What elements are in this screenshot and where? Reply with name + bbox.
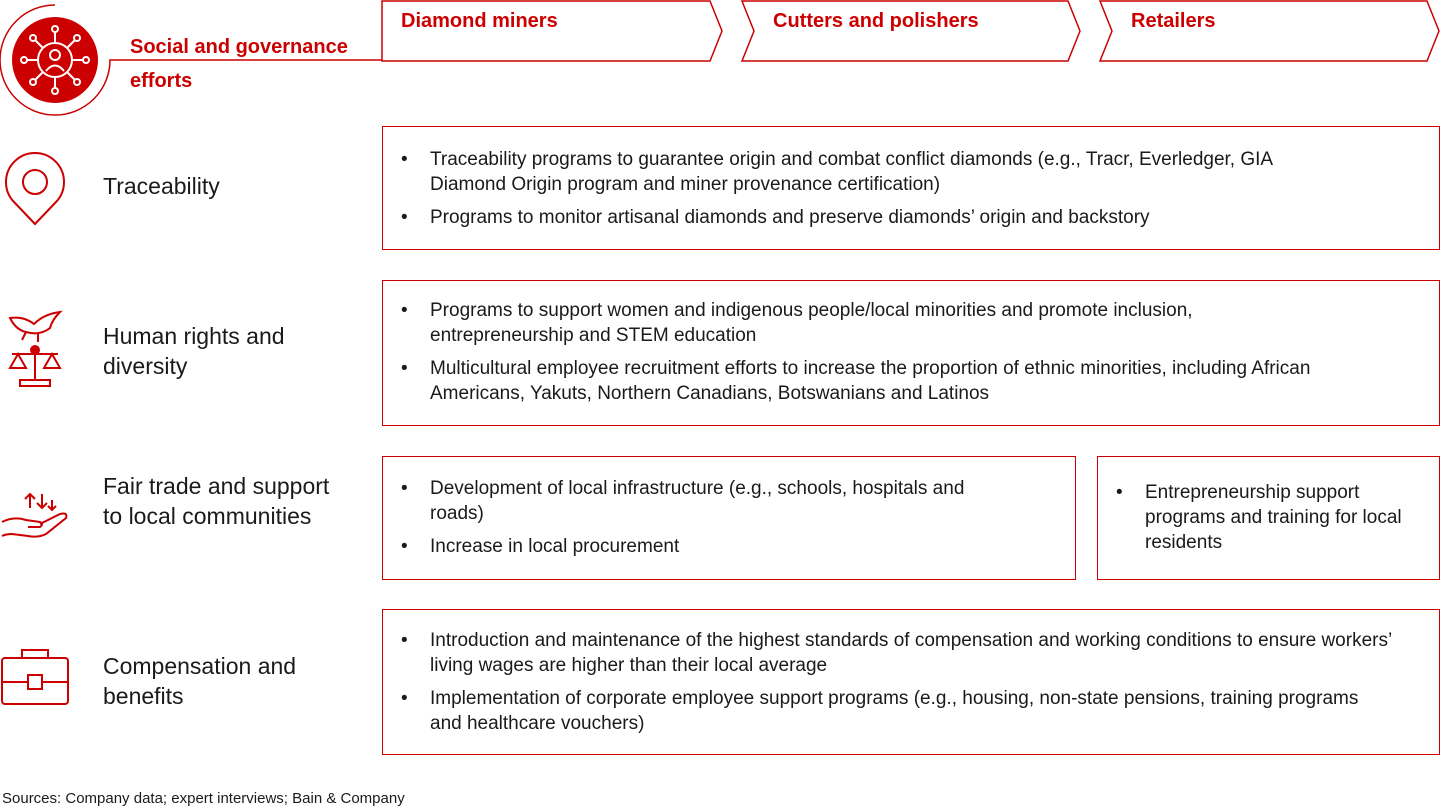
list-item: • Programs to monitor artisanal diamonds and preserve diamonds’ origin and backstory xyxy=(383,205,1439,230)
list-item: • Introduction and maintenance of the highest standards of compensation and working conditions to ensure workers’ living wages are higher than their local average xyxy=(383,628,1439,678)
list-item: • Implementation of corporate employee support programs (e.g., housing, non-state pensions, training programs and healthcare vouchers) xyxy=(383,686,1439,736)
network-user-icon xyxy=(12,17,98,103)
fair-trade-box-retailers xyxy=(1097,456,1440,580)
list-item: • Increase in local procurement xyxy=(383,534,1075,559)
row-label-human-rights: Human rights and diversity xyxy=(103,323,285,379)
list-item: • Entrepreneurship support programs and training for local residents xyxy=(1098,480,1439,555)
traceability-box xyxy=(382,126,1440,250)
dove-scales-icon xyxy=(4,310,66,390)
list-item: • Programs to support women and indigenous people/local minorities and promote inclusion, entrepreneurship and STEM education xyxy=(383,298,1439,348)
list-item: • Development of local infrastructure (e.g., schools, hospitals and roads) xyxy=(383,476,1075,526)
row-label-traceability: Traceability xyxy=(103,173,220,199)
compensation-box xyxy=(382,609,1440,755)
header-title: Social and governance efforts xyxy=(130,36,348,92)
sources-note: Sources: Company data; expert interviews; Bain & Company xyxy=(2,790,405,807)
human-rights-box xyxy=(382,280,1440,426)
briefcase-icon xyxy=(0,646,70,708)
hand-exchange-icon xyxy=(0,486,72,540)
list-item: • Multicultural employee recruitment efforts to increase the proportion of ethnic minorities, including African Americans, Yakuts, Northern Canadians, Botswanians and Latinos xyxy=(383,356,1439,406)
location-pin-icon xyxy=(2,152,68,228)
fair-trade-box-miners xyxy=(382,456,1076,580)
list-item: • Traceability programs to guarantee origin and combat conflict diamonds (e.g., Tracr, Everledger, GIA Diamond Origin program and miner provenance certification) xyxy=(383,147,1439,197)
stage-label-retailers: Retailers xyxy=(1131,10,1216,32)
row-label-fair-trade: Fair trade and support to local communities xyxy=(103,473,330,529)
stage-label-diamond-miners: Diamond miners xyxy=(401,10,558,32)
row-label-compensation: Compensation and benefits xyxy=(103,653,297,709)
stage-label-cutters-polishers: Cutters and polishers xyxy=(773,10,979,32)
